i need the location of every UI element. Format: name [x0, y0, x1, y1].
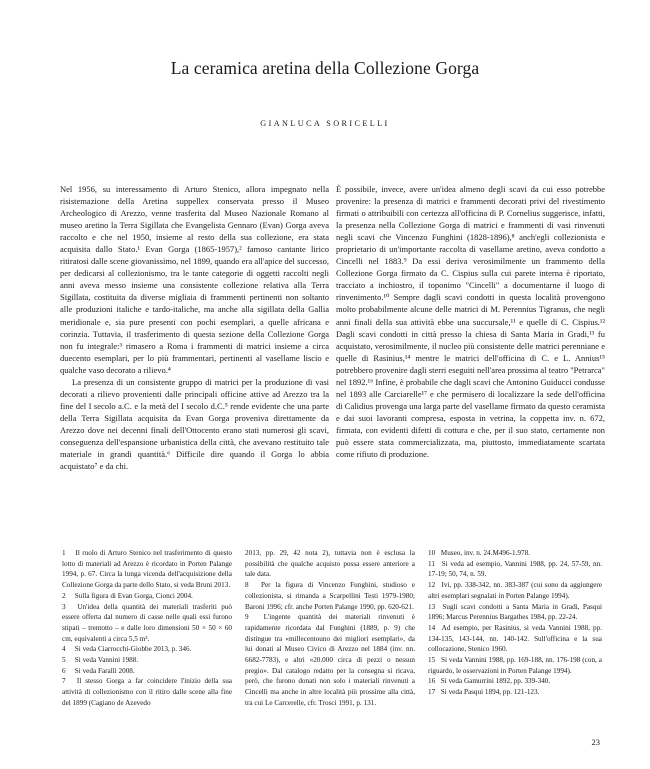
footnote-text: Per la figura di Vincenzo Funghini, studioso e collezionista, si rimanda a Scarpellini Testi 1979-1980; Baroni 1996; cfr. anche Porten Palange 1990, pp. 620-621.	[245, 581, 415, 611]
footnote-text: 2013, pp. 29, 42 nota 2), tuttavia non è esclusa la possibilità che qualche acquisto possa essere anteriore a tale data.	[245, 549, 415, 579]
footnote-text: Il stesso Gorga a far coincidere l'inizio della sua attività di collezionismo con il ritiro dalle scene alla fine del 1899 (Cagiano de Azevedo	[62, 677, 232, 707]
footnote-text: Sulla figura di Evan Gorga, Cionci 2004.	[74, 591, 193, 600]
footnote-text: Si veda Gamurrini 1892, pp. 339-340.	[440, 677, 551, 686]
article-title: La ceramica aretina della Collezione Gorga	[170, 58, 480, 78]
footnote-text: Si veda Faralli 2008.	[74, 666, 135, 675]
footnote-number: 4	[62, 645, 66, 654]
footnote	[428, 602, 602, 623]
footnotes-column-3	[428, 548, 602, 698]
footnote	[428, 580, 602, 601]
footnote	[428, 676, 602, 687]
footnote	[62, 591, 232, 602]
footnote-number: 16	[428, 677, 436, 686]
footnote	[62, 548, 232, 591]
footnote-number: 14	[428, 623, 436, 632]
footnote	[428, 548, 602, 559]
footnote-text: Il ruolo di Arturo Stenico nel trasferimento di questo lotto di materiali ad Arezzo è ricordato in Porten Palange 1994, p. 67. Circa la lunga vicenda dell'acquisizione della Collezione Gorga da parte dello Stato, si veda Bruni 2013.	[62, 549, 232, 590]
footnote	[428, 655, 602, 676]
author-name: GIANLUCA SORICELLI	[260, 119, 390, 128]
footnote-number: 1	[62, 549, 66, 557]
paragraph: Nel 1956, su interessamento di Arturo Stenico, allora impegnato nella risistemazione della Aretina suppellex conservata presso il Museo Archeologico di Arezzo, venne trasferita dal Museo Nazionale Romano al museo aretino la Terra Sigillata che Evangelista Gennaro (Evan) Gorga aveva raccolto e che nel 1950, insieme al resto della sua collezione, era stata acquisita dallo Stato.¹ Evan Gorga (1865-1957),² famoso cantante lirico ritiratosi dalle scene giovanissimo, nel 1899, quando era all'apice del successo, per dedicarsi al collezionismo, tra le tante categorie di oggetti raccolti negli anni aveva messo insieme una consistente collezione relativa alla Terra Sigillata, costituita da diverse migliaia di frammenti pertinenti non soltanto alle produzioni italiche e tardo-italiche, ma anche alla sigillata della Gallia meridionale e, sia pure presenti con pochi esemplari, a quelle africana e corinzia. Tuttavia, il trasferimento di questa sezione della Collezione Gorga non fu integrale:³ rimasero a Roma i frammenti di matrici insieme a circa duecento esemplari, per lo più frammentari, pertinenti al vasellame liscio e qualche vaso decorato a rilievo.⁴	[60, 184, 329, 375]
footnote-number: 2	[62, 591, 66, 600]
footnote-number: 12	[428, 581, 436, 590]
footnote	[428, 559, 602, 580]
paragraph: È possibile, invece, avere un'idea almeno degli scavi da cui esso potrebbe provenire: la presenza di matrici e frammenti decorati privi del rivestimento firmati o attribuibili con certezza all'officina di P. Cornelius suggerisce, infatti, la presenza nella Collezione Gorga di matrici e frammenti di vasi rinvenuti negli scavi che Vincenzo Funghini (1828-1896),⁸ anch'egli collezionista e proprietario di un'importante raccolta di vasellame aretino, aveva condotto a Cincelli nel 1883.⁹ Da essi deriva verosimilmente un frammento della Collezione Gorga firmato da C. Cispius sulla cui parete interna è riportato, tracciato a inchiostro, il toponimo "Cincelli" a documentarne il luogo di rinvenimento.¹⁰ Sempre dagli scavi condotti in questa località provengono molto probabilmente alcune delle matrici di M. Perennius Tigranus, che negli anni finali della sua attività ebbe una succursale,¹¹ e quelle di C. Cispius.¹² Dagli scavi condotti in città presso la chiesa di Santa Maria in Gradi,¹³ fu acquistato, verosimilmente, il nucleo più consistente delle matrici perenniane e quelle di Rasinius,¹⁴ mentre le matrici dell'officina di C. e L. Annius¹⁵ potrebbero provenire dagli sterri eseguiti nell'area prossima al teatro "Petrarca" nel 1892.¹⁶ Infine, è probabile che dagli scavi che Antonino Guiducci condusse nel 1893 alle Carciarelle¹⁷ e che permisero di localizzare la sede dell'officina di Calidius provenga una larga parte del vasellame firmato da questo ceramista e dai suoi lavoranti compresa, esposta in vetrina, la coppetta inv. n. 672, firmata, con evidenti difetti di cottura e che, per il suo stato, certamente non può essere stata commercializzata, ma, piuttosto, immediatamente scartata come rifiuto di produzione.	[336, 184, 605, 460]
footnote-text: Ad esempio, per Rasinius, si veda Vannini 1988, pp. 134-135, 143-144, nn. 140-142. Sull'officina e la sua collocazione, Stenico 1960.	[428, 623, 603, 654]
footnote-number: 7	[62, 677, 66, 686]
footnote	[62, 602, 232, 645]
footnote-text: Si veda Vannini 1988, pp. 169-188, nn. 176-198 (con, a riguardo, le osservazioni in Porten Palange 1994).	[428, 656, 603, 675]
footnote-number: 17	[428, 688, 436, 697]
page-number: 23	[591, 737, 600, 747]
footnote-text: Sugli scavi condotti a Santa Maria in Gradi, Pasqui 1896; Marcus Perennius Bargathes 1984, pp. 22-24.	[428, 602, 603, 622]
footnote-text: Si veda ad esempio, Vannini 1988, pp. 24, 57-59, nn. 17-19; 50, 74, n. 59.	[428, 559, 603, 579]
footnote-number: 10	[428, 549, 436, 557]
body-column-right	[336, 183, 605, 460]
footnote	[428, 623, 602, 655]
footnote	[62, 655, 232, 666]
footnote-number: 3	[62, 602, 66, 611]
footnote-text: Museo, inv. n. 24.M496-1.978.	[440, 549, 530, 557]
footnotes-column-1	[62, 548, 232, 709]
footnote-text: Si veda Pasqui 1894, pp. 121-123.	[440, 688, 540, 697]
paragraph: La presenza di un consistente gruppo di matrici per la produzione di vasi decorati a rilievo provenienti dalle principali officine attive ad Arezzo tra la fine del I secolo a.C. e la metà del I secolo d.C.⁵ rende evidente che una parte della Terra Sigillata acquisita da Evan Gorga proveniva direttamente da Arezzo dove nei decenni finali dell'Ottocento erano stati numerosi gli scavi, conseguenza dell'espansione urbanistica della città, che avevano restituito tale materiale in grandi quantità.⁶ Difficile dire quando il Gorga lo abbia acquistato⁷ e da chi.	[60, 376, 329, 472]
footnote-number: 5	[62, 656, 66, 665]
footnote-number: 13	[428, 602, 436, 611]
footnote-text: Ivi, pp. 338-342, nn. 383-387 (cui sono da aggiungere altri esemplari segnalati in Porten Palange 1994).	[428, 581, 602, 600]
footnote	[62, 644, 232, 655]
footnote	[428, 687, 602, 698]
footnote	[62, 666, 232, 677]
footnote	[245, 580, 415, 612]
footnote-text: Si veda Ciarrocchi-Giobbe 2013, p. 346.	[74, 645, 192, 654]
footnote	[245, 548, 415, 580]
footnote-text: Un'idea della quantità dei materiali trasferiti può essere offerta dal numero di casse nelle quali essi furono stipati – trentotto – e dalle loro dimensioni 50 × 50 × 60 cm, equivalenti a circa 5,5 m³.	[62, 602, 232, 643]
footnote-number: 6	[62, 666, 66, 675]
footnote-text: L'ingente quantità dei materiali rinvenuti è rapidamente ricordata dal Funghini (1889, p. 9) che distingue tra «millecentouno dei migliori esemplari», da lui donati al Museo Civico di Arezzo nel 1884 (inv. nn. 6682-7783), e altri «20.000 circa di pezzi o nessun pregio». Dal catalogo redatto per la consegna si ricava, però, che furono donati non solo i materiali rinvenuti a Cincelli ma anche in altre località più prossime alla città, tra cui Le Carcerelle, cfr. Trosci 1991, p. 131.	[245, 613, 415, 707]
body-column-left	[60, 183, 329, 472]
footnotes-column-2	[245, 548, 415, 709]
footnote-number: 15	[428, 656, 436, 665]
footnote-number: 9	[245, 613, 249, 622]
footnote	[245, 612, 415, 708]
footnote-text: Si veda Vannini 1988.	[74, 656, 139, 665]
footnote-number: 8	[245, 581, 249, 590]
footnote	[62, 676, 232, 708]
footnote-number: 11	[428, 559, 435, 568]
